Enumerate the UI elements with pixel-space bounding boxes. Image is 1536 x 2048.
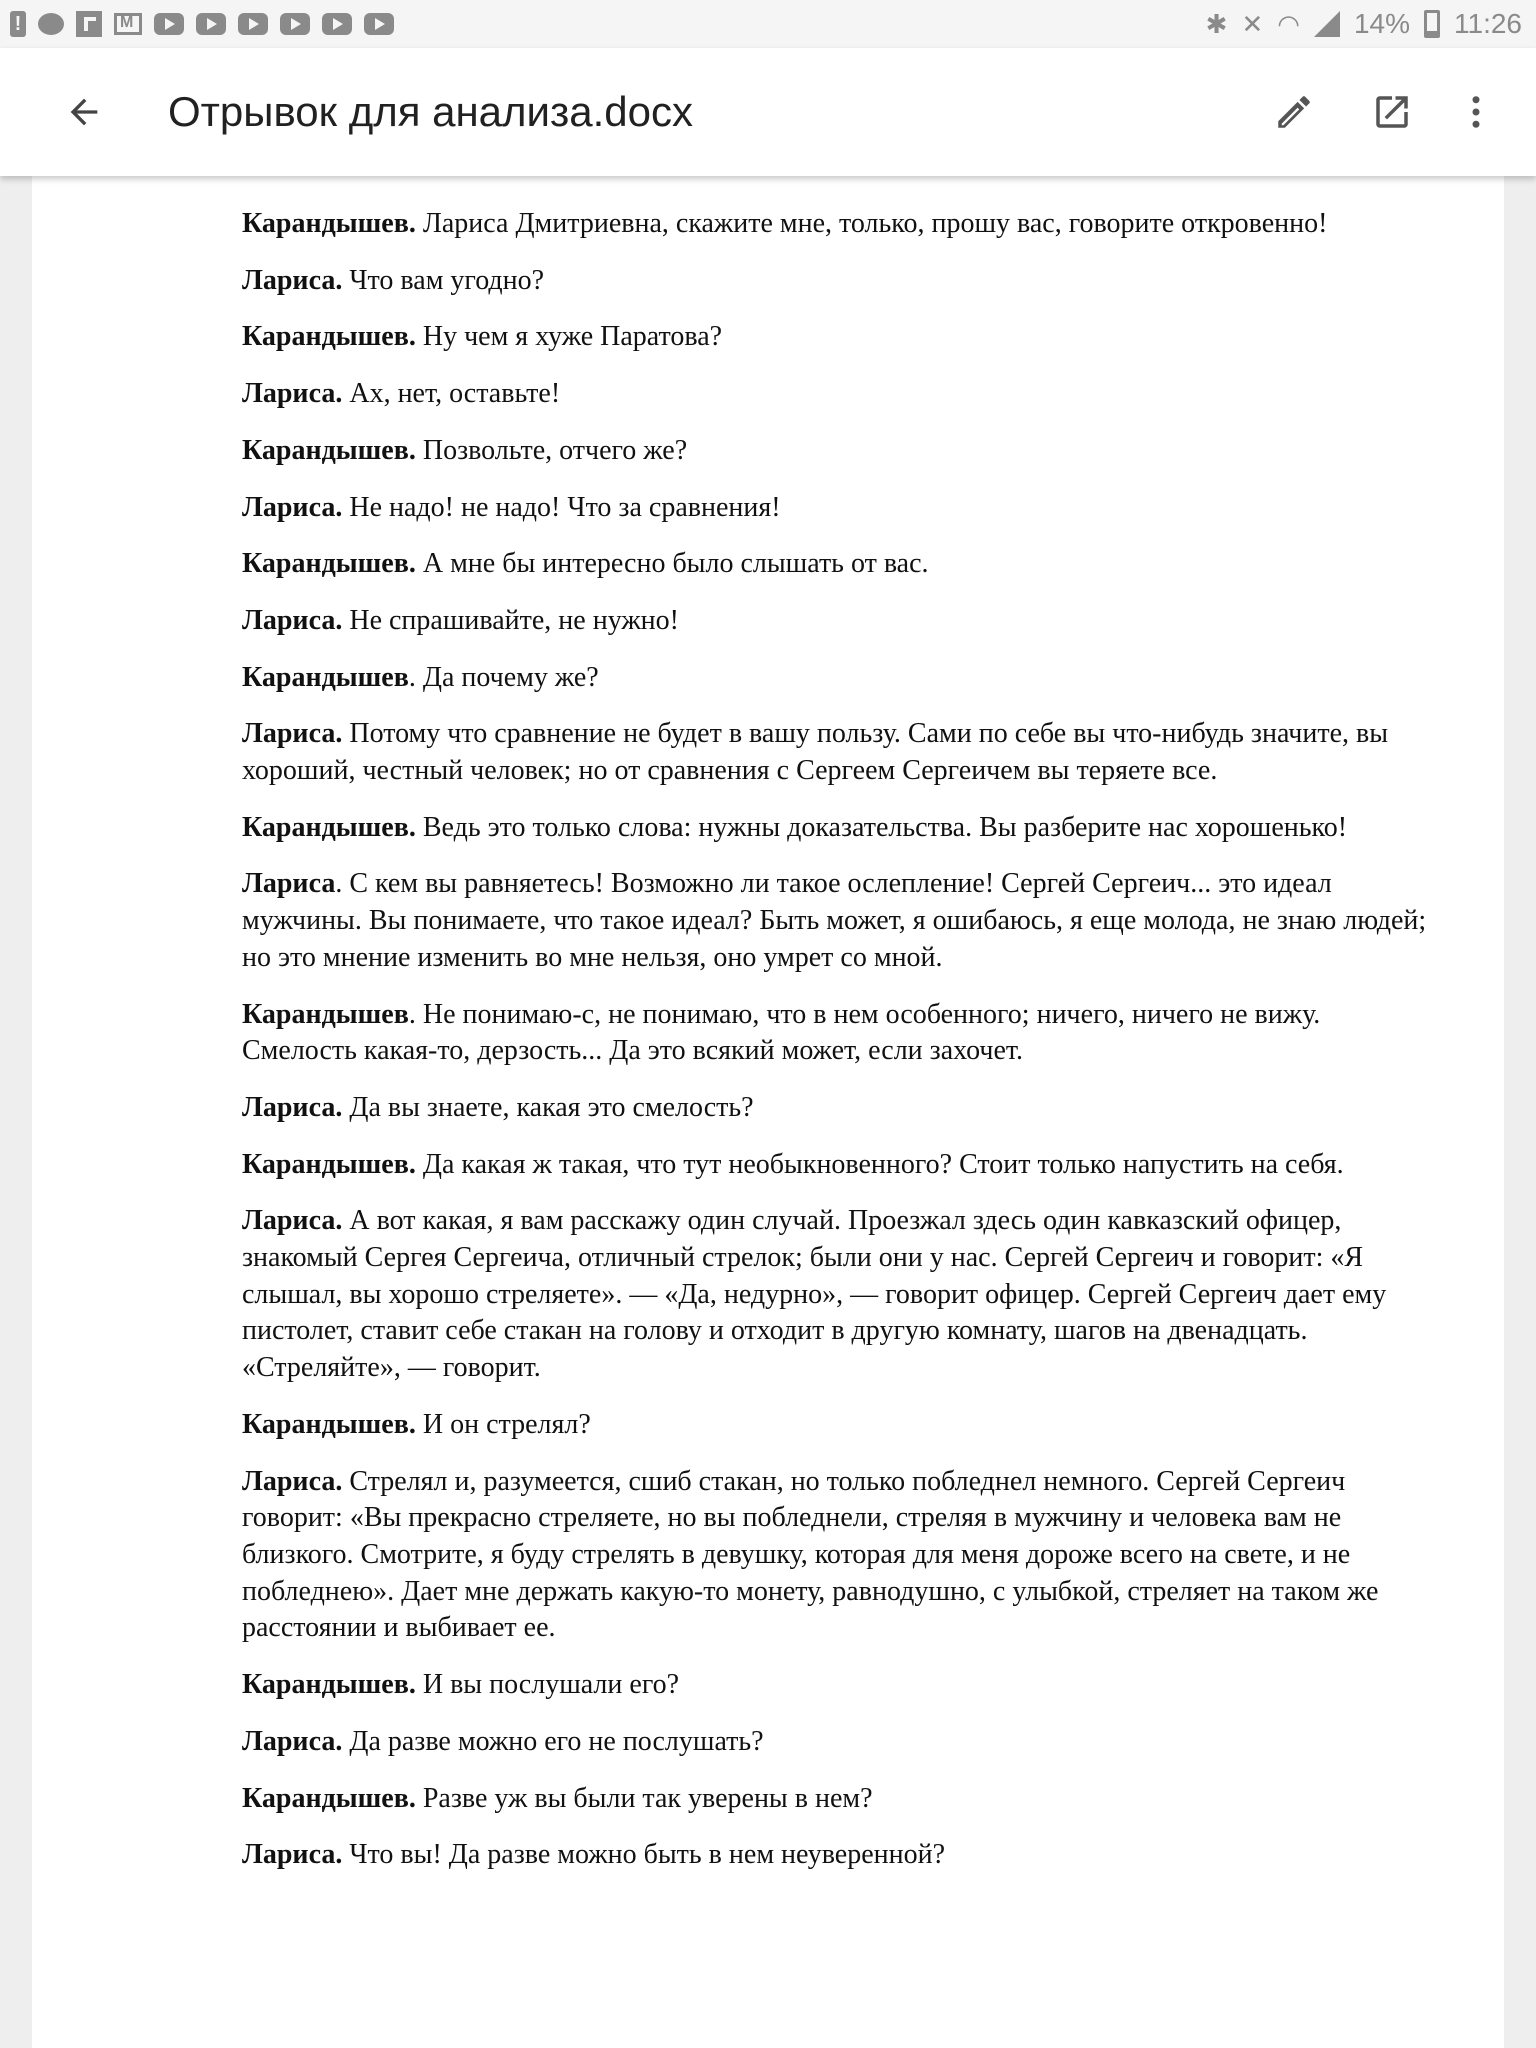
- dialogue-text: Что вы! Да разве можно быть в нем неуверенной?: [342, 1839, 946, 1871]
- dialogue-text: Потому что сравнение не будет в вашу пользу. Сами по себе вы что-нибудь значите, вы хороший, честный человек; но от сравнения с Сергеем Сергеичем вы теряете все.: [242, 718, 1389, 787]
- dialogue-text: . С кем вы равняетесь! Возможно ли такое ослепление! Сергей Сергеич... это идеал мужчины. Вы понимаете, что такое идеал? Быть может, я ошибаюсь, я еще молода, не знаю людей; но это мнение изменить во мне нельзя, оно умрет со мной.: [242, 868, 1427, 973]
- dialogue-text: Ну чем я хуже Паратова?: [415, 321, 723, 353]
- arrow-back-icon: [64, 92, 104, 132]
- notification-icons: [10, 8, 394, 40]
- dialogue-paragraph: [242, 1407, 1442, 1444]
- clock: 11:26: [1454, 8, 1522, 39]
- speaker-name: Лариса.: [242, 378, 343, 410]
- speaker-name: Лариса.: [242, 604, 343, 636]
- dialogue-paragraph: [242, 546, 1442, 583]
- bluetooth-icon: ✱: [1205, 8, 1228, 39]
- dialogue-text: Разве уж вы были так уверены в нем?: [415, 1782, 873, 1814]
- dialogue-paragraph: [242, 810, 1442, 847]
- wifi-icon: ◠: [1277, 8, 1300, 39]
- system-status: [1206, 0, 1522, 48]
- chat-icon: [38, 13, 64, 35]
- dialogue-paragraph: [242, 1203, 1442, 1387]
- speaker-name: Лариса.: [242, 718, 343, 750]
- dialogue-paragraph: [242, 1667, 1442, 1704]
- youtube-icon: [280, 13, 310, 35]
- speaker-name: Лариса.: [242, 264, 343, 296]
- youtube-icon: [364, 13, 394, 35]
- signal-icon: [1314, 11, 1340, 37]
- speaker-name: Карандышев: [242, 661, 409, 693]
- dialogue-paragraph: [242, 206, 1442, 243]
- dialogue-paragraph: [242, 997, 1442, 1070]
- dialogue-paragraph: [242, 376, 1442, 413]
- dialogue-paragraph: [242, 866, 1442, 976]
- dialogue-paragraph: [242, 603, 1442, 640]
- pencil-icon: [1273, 91, 1315, 133]
- dialogue-text: Да вы знаете, какая это смелость?: [342, 1091, 754, 1123]
- dialogue-paragraph: [242, 716, 1442, 789]
- speaker-name: Карандышев.: [242, 1408, 416, 1440]
- dialogue-paragraph: [242, 490, 1442, 527]
- speaker-name: Лариса.: [242, 1725, 343, 1757]
- dialogue-paragraph: [242, 1781, 1442, 1818]
- dialogue-text: И он стрелял?: [415, 1408, 591, 1440]
- dialogue-text: Ах, нет, оставьте!: [342, 378, 561, 410]
- speaker-name: Карандышев.: [242, 434, 416, 466]
- gmail-icon: [114, 13, 142, 35]
- document-body: [242, 206, 1442, 1894]
- edit-button[interactable]: [1266, 84, 1322, 140]
- speaker-name: Карандышев.: [242, 321, 416, 353]
- flipboard-icon: [76, 11, 102, 37]
- alert-icon: [10, 11, 26, 37]
- dialogue-text: А вот какая, я вам расскажу один случай. Проезжал здесь один кавказский офицер, знакомый Сергея Сергеича, отличный стрелок; были они у нас. Сергей Сергеич и говорит: «Я слышал, вы хорошо стреляете». — «Да, недурно», — говорит офицер. Сергей Сергеич дает ему пистолет, ставит себе стакан на голову и отходит в другую комнату, шагов на двенадцать. «Стреляйте», — говорит.: [242, 1205, 1387, 1384]
- dialogue-paragraph: [242, 1724, 1442, 1761]
- dialogue-text: Стрелял и, разумеется, сшиб стакан, но только побледнел немного. Сергей Сергеич говорит: «Вы прекрасно стреляете, но вы побледнели, стреляя в мужчину и человека вам не близкого. Смотрите, я буду стрелять в девушку, которая для меня дороже всего на свете, и не побледнею». Дает мне держать какую-то монету, равнодушно, с улыбкой, стреляет на таком же расстоянии и выбивает ее.: [242, 1465, 1379, 1644]
- dialogue-text: Позвольте, отчего же?: [415, 434, 688, 466]
- speaker-name: Лариса.: [242, 1839, 343, 1871]
- speaker-name: Карандышев.: [242, 1148, 416, 1180]
- mute-icon: ✕: [1241, 8, 1264, 39]
- status-bar: [0, 0, 1536, 48]
- dialogue-text: Не надо! не надо! Что за сравнения!: [342, 491, 781, 523]
- open-in-button[interactable]: [1364, 84, 1420, 140]
- youtube-icon: [154, 13, 184, 35]
- dialogue-text: Да какая ж такая, что тут необыкновенного? Стоит только напустить на себя.: [415, 1148, 1344, 1180]
- more-vert-icon: [1455, 91, 1497, 133]
- speaker-name: Карандышев.: [242, 1782, 416, 1814]
- speaker-name: Карандышев.: [242, 811, 416, 843]
- dialogue-text: Что вам угодно?: [342, 264, 545, 296]
- dialogue-text: Да разве можно его не послушать?: [342, 1725, 764, 1757]
- speaker-name: Карандышев.: [242, 1669, 416, 1701]
- dialogue-paragraph: [242, 319, 1442, 356]
- speaker-name: Лариса.: [242, 491, 343, 523]
- back-button[interactable]: [56, 84, 112, 140]
- battery-icon: [1424, 10, 1440, 38]
- dialogue-text: А мне бы интересно было слышать от вас.: [415, 548, 929, 580]
- dialogue-paragraph: [242, 1090, 1442, 1127]
- dialogue-text: . Да почему же?: [408, 661, 599, 693]
- dialogue-paragraph: [242, 1147, 1442, 1184]
- speaker-name: Лариса.: [242, 1465, 343, 1497]
- app-bar: [0, 48, 1536, 176]
- open-in-new-icon: [1371, 91, 1413, 133]
- dialogue-paragraph: [242, 1464, 1442, 1648]
- speaker-name: Лариса.: [242, 1205, 343, 1237]
- speaker-name: Карандышев.: [242, 208, 416, 239]
- dialogue-paragraph: [242, 1837, 1442, 1874]
- youtube-icon: [238, 13, 268, 35]
- youtube-icon: [322, 13, 352, 35]
- speaker-name: Лариса: [242, 868, 336, 900]
- dialogue-text: Лариса Дмитриевна, скажите мне, только, прошу вас, говорите откровенно!: [415, 208, 1328, 239]
- dialogue-text: Не спрашивайте, не нужно!: [342, 604, 679, 636]
- dialogue-text: И вы послушали его?: [415, 1669, 680, 1701]
- document-page: [32, 176, 1504, 2048]
- dialogue-text: Ведь это только слова: нужны доказательства. Вы разберите нас хорошенько!: [415, 811, 1348, 843]
- dialogue-paragraph: [242, 660, 1442, 697]
- battery-percent: 14%: [1353, 8, 1410, 39]
- speaker-name: Лариса.: [242, 1091, 343, 1123]
- document-title: Отрывок для анализа.docx: [168, 88, 693, 135]
- youtube-icon: [196, 13, 226, 35]
- more-options-button[interactable]: [1448, 84, 1504, 140]
- dialogue-text: . Не понимаю-с, не понимаю, что в нем особенного; ничего, ничего не вижу. Смелость какая-то, дерзость... Да это всякий может, если захочет.: [242, 998, 1321, 1067]
- speaker-name: Карандышев: [242, 998, 409, 1030]
- dialogue-paragraph: [242, 433, 1442, 470]
- dialogue-paragraph: [242, 263, 1442, 300]
- speaker-name: Карандышев.: [242, 548, 416, 580]
